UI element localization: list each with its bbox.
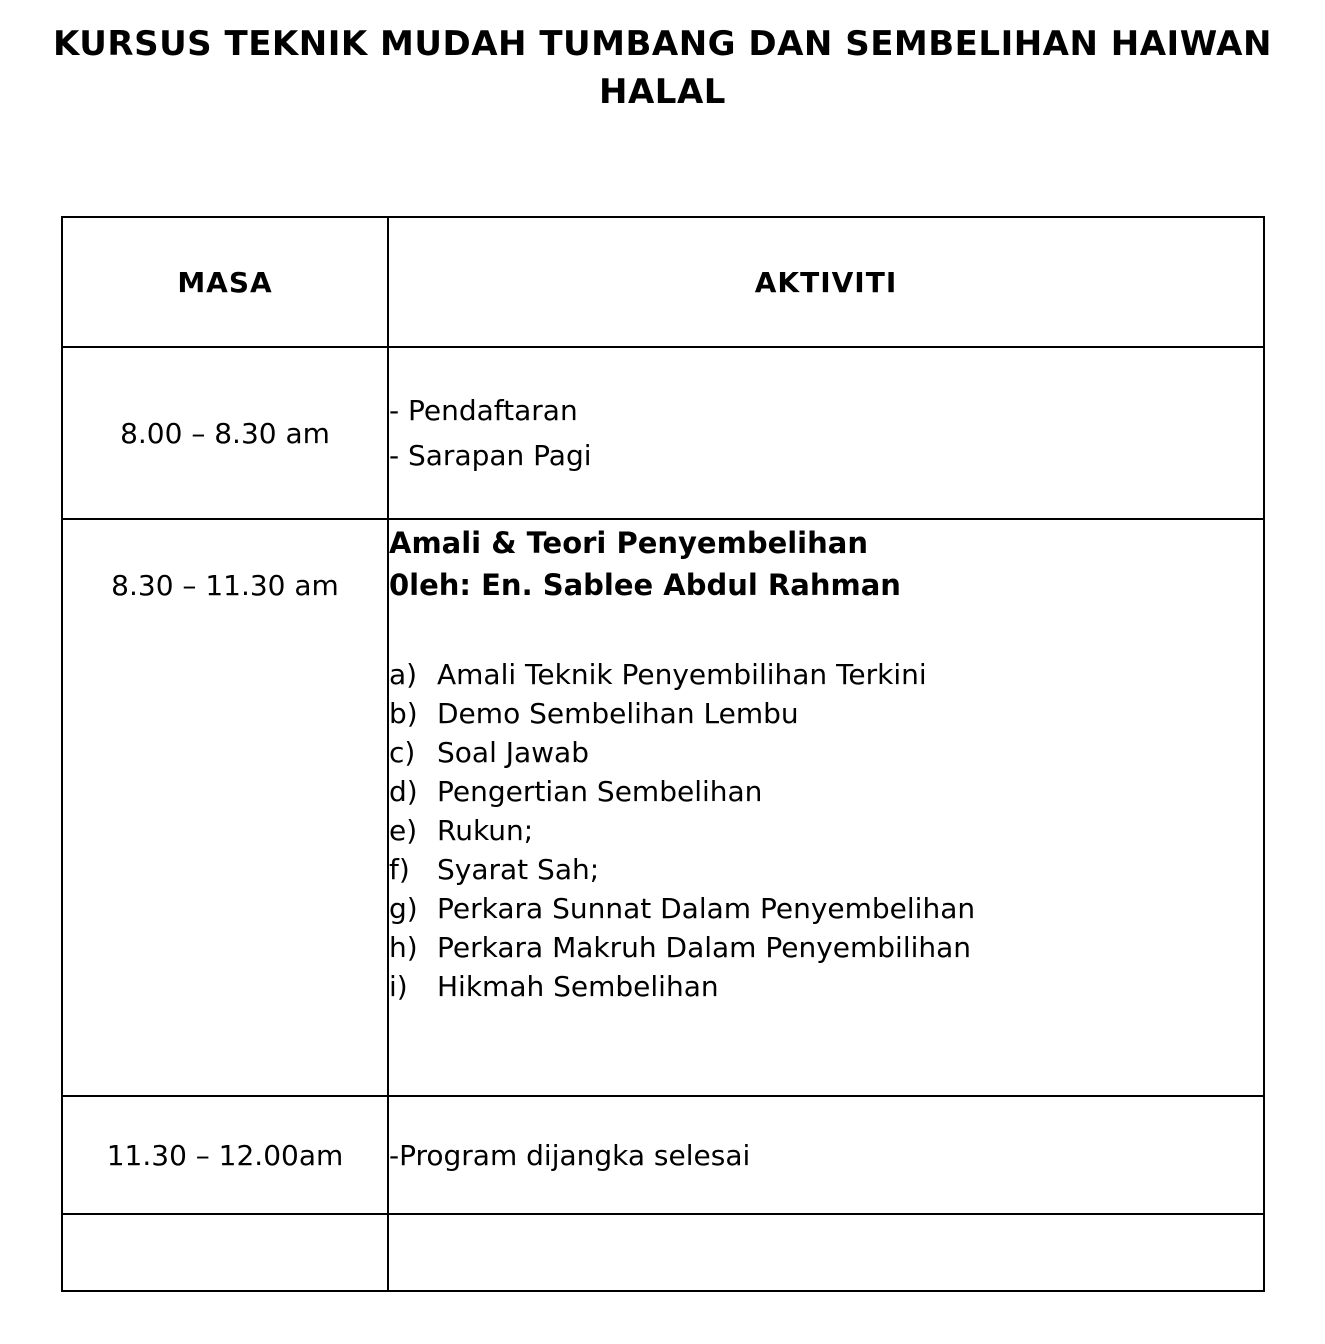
table-row-amali-teori <box>62 519 1264 1096</box>
list-item-text: Pengertian Sembelihan <box>437 775 763 808</box>
page-title <box>0 20 1325 116</box>
list-item-text: Soal Jawab <box>437 736 589 769</box>
list-item-marker: h) <box>389 931 418 964</box>
activity-heading <box>389 522 1263 606</box>
list-item-marker: b) <box>389 697 418 730</box>
list-item-text: Rukun; <box>437 814 534 847</box>
list-item-text: Demo Sembelihan Lembu <box>437 697 799 730</box>
activity-heading-line-1: Amali & Teori Penyembelihan <box>389 526 868 560</box>
list-item-marker: e) <box>389 814 418 847</box>
list-item <box>389 928 1263 967</box>
activity-list <box>389 655 1263 1006</box>
activity-cell: -Program dijangka selesai <box>388 1096 1264 1214</box>
activity-cell <box>388 519 1264 1096</box>
list-item <box>389 694 1263 733</box>
list-item-text: Perkara Makruh Dalam Penyembilihan <box>437 931 972 964</box>
header-masa: MASA <box>62 217 388 347</box>
list-item <box>389 889 1263 928</box>
list-item-text: Amali Teknik Penyembilihan Terkini <box>437 658 927 691</box>
list-item-marker: i) <box>389 970 408 1003</box>
time-cell: 8.00 – 8.30 am <box>62 347 388 519</box>
schedule-table <box>61 216 1265 1292</box>
list-item-marker: d) <box>389 775 418 808</box>
time-cell <box>62 1214 388 1291</box>
header-aktiviti: AKTIVITI <box>388 217 1264 347</box>
list-item <box>389 967 1263 1006</box>
time-cell: 11.30 – 12.00am <box>62 1096 388 1214</box>
activity-cell <box>388 347 1264 519</box>
table-row-registration <box>62 347 1264 519</box>
list-item-text: Syarat Sah; <box>437 853 600 886</box>
list-item-marker: g) <box>389 892 418 925</box>
list-item <box>389 655 1263 694</box>
table-row-program-end <box>62 1096 1264 1214</box>
activity-line: - Pendaftaran <box>389 394 578 427</box>
list-item-text: Hikmah Sembelihan <box>437 970 719 1003</box>
page-title-line-1: KURSUS TEKNIK MUDAH TUMBANG DAN SEMBELIHAN HAIWAN <box>53 24 1272 64</box>
list-item <box>389 811 1263 850</box>
activity-line: - Sarapan Pagi <box>389 439 592 472</box>
list-item-text: Perkara Sunnat Dalam Penyembelihan <box>437 892 976 925</box>
list-item-marker: c) <box>389 736 416 769</box>
list-item <box>389 733 1263 772</box>
table-row-empty <box>62 1214 1264 1291</box>
activity-cell <box>388 1214 1264 1291</box>
list-item-marker: a) <box>389 658 418 691</box>
list-item <box>389 772 1263 811</box>
time-cell: 8.30 – 11.30 am <box>62 519 388 1096</box>
list-item-marker: f) <box>389 853 410 886</box>
table-header-row <box>62 217 1264 347</box>
list-item <box>389 850 1263 889</box>
activity-heading-line-2: 0leh: En. Sablee Abdul Rahman <box>389 568 901 602</box>
page-title-line-2: HALAL <box>599 72 726 112</box>
